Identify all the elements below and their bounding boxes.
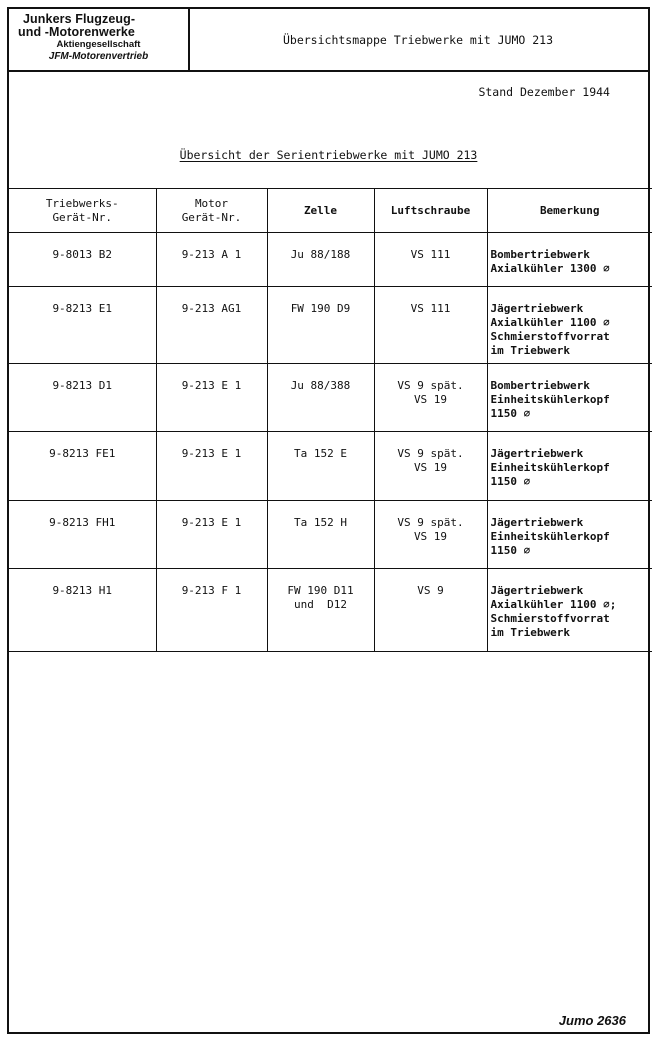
cell-line: VS 111 [410, 248, 451, 261]
cell-triebwerk: 9-8213 H1 [9, 569, 156, 652]
cell-line: Jägertriebwerk [490, 516, 584, 529]
cell-line: 1150 ∅ [490, 544, 531, 557]
cell-bemerkung [487, 569, 652, 652]
column-header-motor [156, 189, 267, 233]
cell-line: VS 9 spät. [397, 447, 464, 460]
cell-line: Einheitskühlerkopf [490, 530, 610, 543]
cell-line: Schmierstoffvorrat [490, 612, 610, 625]
cell-line: Axialkühler 1100 ∅; [490, 598, 617, 611]
cell-motor: 9-213 A 1 [156, 233, 267, 287]
cell-bemerkung [487, 432, 652, 501]
column-header-line: Triebwerks- [45, 196, 119, 210]
column-header-line: Motor [194, 196, 229, 210]
cell-zelle [267, 287, 374, 364]
document-reference: Jumo 2636 [558, 1013, 626, 1028]
cell-zelle [267, 501, 374, 569]
cell-line: Schmierstoffvorrat [490, 330, 610, 343]
cell-motor: 9-213 E 1 [156, 364, 267, 432]
cell-triebwerk: 9-8013 B2 [9, 233, 156, 287]
cell-line: VS 111 [410, 302, 451, 315]
cell-bemerkung [487, 287, 652, 364]
cell-line: VS 9 spät. [397, 516, 464, 529]
cell-zelle [267, 233, 374, 287]
cell-luftschraube [374, 364, 487, 432]
cell-zelle [267, 432, 374, 501]
cell-luftschraube [374, 287, 487, 364]
cell-line: VS 19 [413, 530, 448, 543]
table-title: Übersicht der Serientriebwerke mit JUMO 213 [179, 148, 478, 162]
column-header-line: Gerät-Nr. [52, 210, 113, 224]
table-row [9, 364, 652, 432]
cell-line: Ju 88/388 [290, 379, 351, 392]
cell-line: VS 19 [413, 461, 448, 474]
cell-line: Ta 152 E [294, 447, 347, 460]
company-name-line1: Junkers Flugzeug- [23, 12, 136, 26]
cell-line: Ta 152 H [294, 516, 347, 529]
table-row [9, 432, 652, 501]
column-header-triebwerk [9, 189, 156, 233]
cell-line: Einheitskühlerkopf [490, 393, 610, 406]
company-department: JFM-Motorenvertrieb [48, 51, 149, 62]
cell-line: Bombertriebwerk [490, 379, 590, 392]
cell-line: Einheitskühlerkopf [490, 461, 610, 474]
cell-line: Ju 88/188 [290, 248, 351, 261]
column-header-zelle: Zelle [267, 189, 374, 233]
cell-zelle [267, 364, 374, 432]
date-stand: Stand Dezember 1944 [478, 85, 610, 99]
cell-line: Jägertriebwerk [490, 447, 584, 460]
cell-motor: 9-213 F 1 [156, 569, 267, 652]
document-sheet [7, 7, 650, 1034]
column-header-bemerkung: Bemerkung [487, 189, 652, 233]
company-legal-form: Aktiengesellschaft [56, 39, 141, 50]
cell-line: VS 19 [413, 393, 448, 406]
cell-triebwerk: 9-8213 FE1 [9, 432, 156, 501]
table-header-row [9, 189, 652, 233]
document-title: Übersichtsmappe Triebwerke mit JUMO 213 [282, 32, 554, 47]
cell-line: Jägertriebwerk [490, 584, 584, 597]
table-row [9, 233, 652, 287]
cell-bemerkung [487, 233, 652, 287]
cell-line: 1150 ∅ [490, 475, 531, 488]
column-header-line: Gerät-Nr. [181, 210, 242, 224]
cell-triebwerk: 9-8213 E1 [9, 287, 156, 364]
cell-luftschraube [374, 432, 487, 501]
cell-line: FW 190 D9 [290, 302, 351, 315]
cell-line: FW 190 D11 [287, 584, 354, 597]
cell-line: im Triebwerk [490, 626, 570, 639]
cell-line: VS 9 [417, 584, 444, 597]
cell-triebwerk: 9-8213 D1 [9, 364, 156, 432]
company-name-line2: und -Motorenwerke [18, 25, 135, 39]
table-row [9, 287, 652, 364]
cell-line: Axialkühler 1300 ∅ [490, 262, 610, 275]
column-header-luftschraube: Luftschraube [374, 189, 487, 233]
cell-line: im Triebwerk [490, 344, 570, 357]
cell-line: VS 9 spät. [397, 379, 464, 392]
cell-triebwerk: 9-8213 FH1 [9, 501, 156, 569]
company-block [9, 9, 190, 70]
cell-zelle [267, 569, 374, 652]
cell-line: Bombertriebwerk [490, 248, 590, 261]
table-row [9, 569, 652, 652]
cell-line: Jägertriebwerk [490, 302, 584, 315]
table-row [9, 501, 652, 569]
cell-line: und D12 [294, 598, 347, 611]
cell-luftschraube [374, 569, 487, 652]
cell-bemerkung [487, 364, 652, 432]
cell-luftschraube [374, 233, 487, 287]
cell-line: Axialkühler 1100 ∅ [490, 316, 610, 329]
cell-motor: 9-213 E 1 [156, 432, 267, 501]
cell-bemerkung [487, 501, 652, 569]
cell-luftschraube [374, 501, 487, 569]
cell-motor: 9-213 AG1 [156, 287, 267, 364]
document-header [9, 9, 648, 72]
cell-line: 1150 ∅ [490, 407, 531, 420]
cell-motor: 9-213 E 1 [156, 501, 267, 569]
engine-overview-table [9, 188, 652, 652]
